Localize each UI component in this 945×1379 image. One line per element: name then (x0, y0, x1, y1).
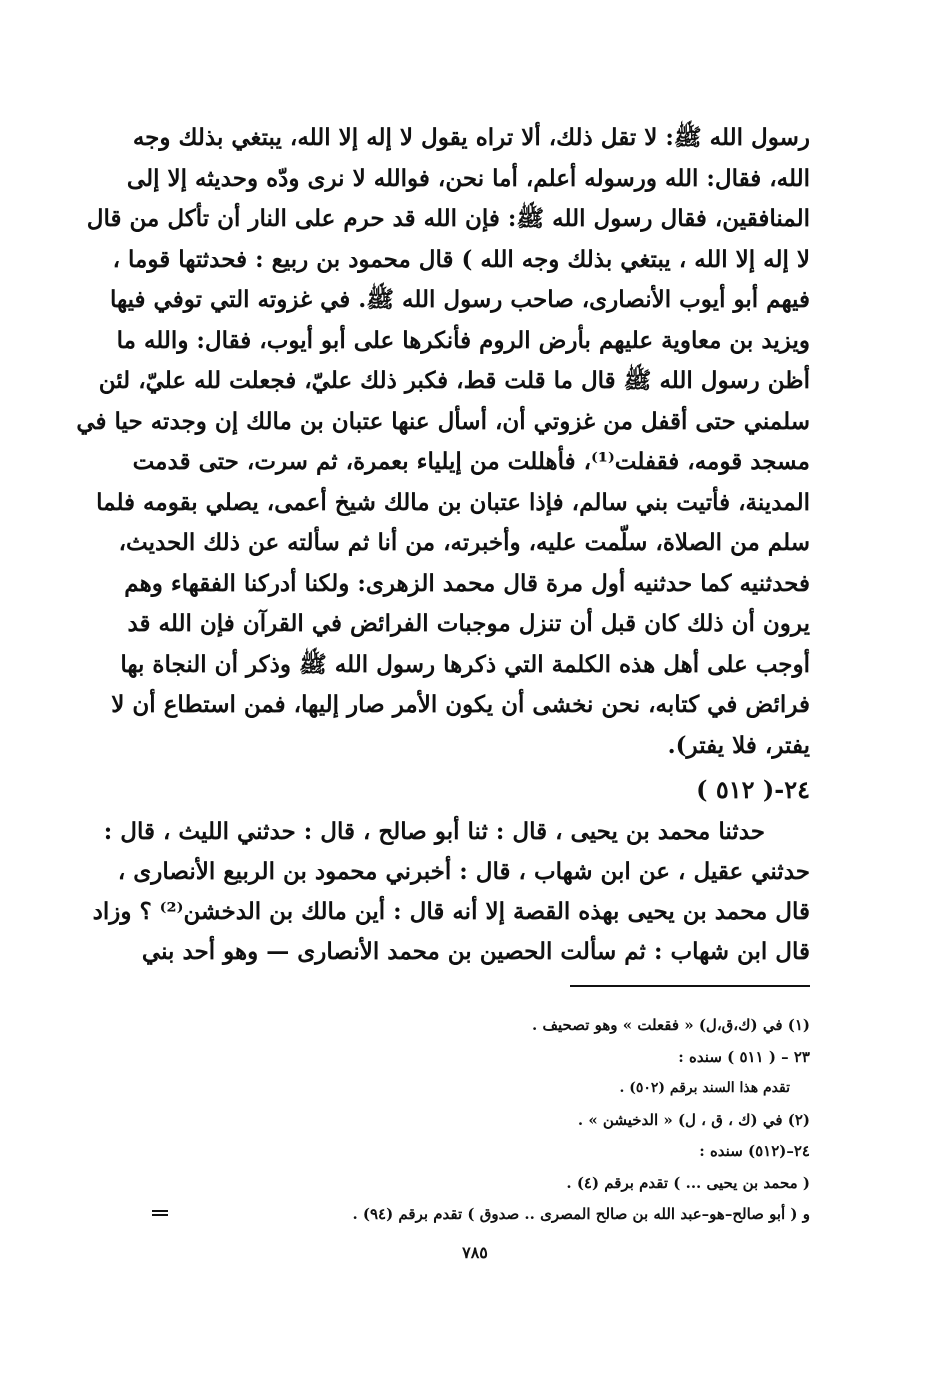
text-line: فحدثنيه كما حدثنيه أول مرة قال محمد الزهرى: ولكنا أدركنا الفقهاء وهم (124, 569, 810, 597)
text-line: أظن رسول الله ﷺ قال ما قلت قط، فكبر ذلك عليّ، فجعلت لله عليّ، لئن (98, 367, 810, 394)
text-line: حدثني عقيل ، عن ابن شهاب ، قال : أخبرني محمود بن الربيع الأنصارى ، (117, 858, 810, 885)
text-line: فرائض في كتابه، نحن نخشى أن يكون الأمر صار إليها، فمن استطاع أن لا (111, 691, 810, 718)
main-paragraph (76, 118, 810, 766)
footnote-divider (570, 985, 810, 987)
text-line: الله، فقال: الله ورسوله أعلم، أما نحن، فوالله لا نرى ودّه وحديثه إلا إلى (126, 164, 810, 192)
margin-mark (152, 1210, 168, 1218)
text-line: رسول الله ﷺ: لا تقل ذلك، ألا تراه يقول لا إله إلا الله، يبتغي بذلك وجه (132, 124, 810, 151)
footnote-line: ( محمد بن يحيى ... ) تقدم برقم (٤) . (566, 1173, 810, 1192)
text-line: سلمني حتى أقفل من غزوتي أن، أسأل عنها عتبان بن مالك إن وجدته حيا في (76, 407, 810, 435)
text-line: قال محمد بن يحيى بهذه القصة إلا أنه قال : أين مالك بن الدخشن⁽²⁾ ؟ وزاد (92, 898, 810, 925)
hadith-number-heading: ٢٤-( ٥١٢ ) (696, 775, 810, 804)
text-line: المدينة، فأتيت بني سالم، فإذا عتبان بن مالك شيخ أعمى، يصلي بقومه فلما (96, 488, 810, 516)
footnote-line: تقدم هذا السند برقم (٥٠٢) . (619, 1080, 790, 1096)
text-line: قال ابن شهاب : ثم سألت الحصين بن محمد الأنصارى — وهو أحد بني (141, 938, 810, 965)
text-line: سلم من الصلاة، سلّمت عليه، وأخبرته، من أنا ثم سألته عن ذلك الحديث، (118, 529, 810, 556)
text-line: يرون أن ذلك كان قبل أن تنزل موجبات الفرائض في القرآن فإن الله قد (127, 610, 810, 637)
footnotes (250, 1010, 810, 1231)
text-line: يفتر، فلا يفتر). (667, 731, 810, 759)
footnote-line: و ( أبو صالح–هو–عبد الله بن صالح المصرى .. صدوق ) تقدم برقم (٩٤) . (352, 1205, 810, 1223)
text-line: فيهم أبو أيوب الأنصارى، صاحب رسول الله ﷺ. في غزوته التي توفي فيها (110, 286, 810, 313)
hadith-paragraph (92, 812, 810, 972)
footnote-line: (٢) في (ك ، ق ، ل) « الدخيشن » . (577, 1110, 810, 1129)
page-number: ٧٨٥ (462, 1243, 488, 1262)
text-line: ويزيد بن معاوية عليهم بأرض الروم فأنكرها على أبو أيوب، فقال: والله ما (116, 326, 810, 354)
text-line: لا إله إلا الله ، يبتغي بذلك وجه الله ) قال محمود بن ربيع : فحدثتها قوما ، (112, 245, 810, 273)
footnote-line: ٢٣ – ( ٥١١ ) سنده : (678, 1047, 810, 1066)
text-line: مسجد قومه، فقفلت⁽¹⁾، فأهللت من إيلياء بعمرة، ثم سرت، حتى قدمت (132, 448, 810, 475)
footnote-line: (١) في (ك،ق،ل) « فقعلت » وهو تصحيف . (532, 1016, 810, 1034)
text-line: حدثنا محمد بن يحيى ، قال : ثنا أبو صالح ، قال : حدثني الليث ، قال : (103, 818, 765, 845)
text-line: المنافقين، فقال رسول الله ﷺ: فإن الله قد حرم على النار أن تأكل من قال (86, 205, 810, 232)
text-line: أوجب على أهل هذه الكلمة التي ذكرها رسول الله ﷺ وذكر أن النجاة بها (120, 650, 810, 678)
footnote-line: ٢٤–(٥١٢) سنده : (699, 1142, 810, 1160)
